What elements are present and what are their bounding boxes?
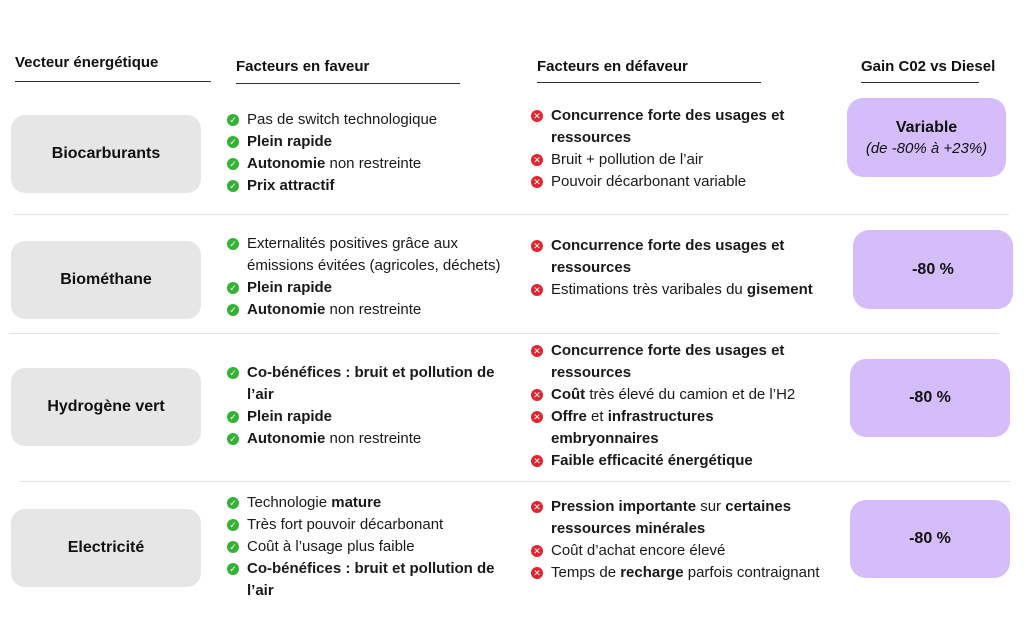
item-text: Bruit + pollution de l’air: [551, 151, 704, 168]
con-item: [531, 406, 821, 450]
item-text: Technologie: [247, 494, 332, 511]
pro-item: [227, 277, 527, 299]
pro-item: [227, 153, 517, 175]
vector-box-biocarburants: [11, 115, 201, 193]
cross-circle-icon: ✕: [531, 110, 543, 122]
con-item: [531, 450, 821, 472]
gain-value: -80 %: [912, 260, 954, 278]
con-item: [531, 171, 821, 193]
item-text: Concurrence forte des usages et ressources: [551, 342, 785, 381]
vector-label: Biométhane: [60, 271, 152, 288]
cross-circle-icon: ✕: [531, 176, 543, 188]
check-circle-icon: ✓: [227, 238, 239, 250]
check-circle-icon: ✓: [227, 497, 239, 509]
con-item: [531, 384, 821, 406]
item-text: infrastructures embryonnaires: [551, 408, 714, 447]
vector-label: Hydrogène vert: [47, 398, 165, 415]
item-text: Estimations très varibales du: [551, 281, 747, 298]
check-circle-icon: ✓: [227, 519, 239, 531]
pros-list-hydrogene-vert: [227, 362, 517, 450]
check-circle-icon: ✓: [227, 136, 239, 148]
cross-circle-icon: ✕: [531, 567, 543, 579]
row-separator: [9, 333, 999, 334]
check-circle-icon: ✓: [227, 282, 239, 294]
item-text: Pas de switch technologique: [247, 111, 438, 128]
con-item: [531, 340, 821, 384]
check-circle-icon: ✓: [227, 114, 239, 126]
item-text: très élevé du camion et de l’H2: [585, 386, 796, 403]
cross-circle-icon: ✕: [531, 411, 543, 423]
cross-circle-icon: ✕: [531, 240, 543, 252]
con-item: [531, 540, 846, 562]
vector-label: Biocarburants: [51, 145, 161, 162]
item-text: Plein rapide: [247, 408, 333, 425]
pro-item: [227, 492, 517, 514]
pro-item: [227, 514, 517, 536]
pros-list-biomethane: [227, 233, 527, 321]
check-circle-icon: ✓: [227, 367, 239, 379]
cons-list-electricite: [531, 496, 846, 584]
check-circle-icon: ✓: [227, 563, 239, 575]
pro-item: [227, 175, 517, 197]
pro-item: [227, 233, 527, 277]
pro-item: [227, 406, 517, 428]
cons-list-biocarburants: [531, 105, 821, 193]
item-text: Concurrence forte des usages et ressources: [551, 107, 785, 146]
item-text: Co-bénéfices : bruit et pollution de l’air: [247, 560, 495, 599]
pros-list-biocarburants: [227, 109, 517, 197]
item-text: Autonomie: [247, 430, 326, 447]
gain-value: -80 %: [909, 389, 951, 406]
con-item: [531, 149, 821, 171]
header-pro-underline: [236, 83, 460, 84]
header-vector: [15, 54, 158, 71]
pro-item: [227, 536, 517, 558]
pro-item: [227, 299, 527, 321]
item-text: Autonomie: [247, 155, 326, 172]
item-text: Très fort pouvoir décarbonant: [247, 516, 444, 533]
check-circle-icon: ✓: [227, 180, 239, 192]
check-circle-icon: ✓: [227, 411, 239, 423]
header-pro: [236, 58, 369, 75]
vector-box-hydrogene-vert: [11, 368, 201, 446]
row-separator: [14, 214, 1009, 215]
item-text: recharge: [620, 564, 684, 581]
con-item: [531, 105, 821, 149]
cross-circle-icon: ✕: [531, 345, 543, 357]
check-circle-icon: ✓: [227, 433, 239, 445]
item-text: Co-bénéfices : bruit et pollution de l’air: [247, 364, 495, 403]
item-text: certaines ressources minérales: [551, 498, 792, 537]
vector-box-biomethane: [11, 241, 201, 319]
header-pro-label: Facteurs en faveur: [236, 58, 370, 75]
header-gain-underline: [861, 82, 979, 83]
con-item: [531, 562, 846, 584]
cross-circle-icon: ✕: [531, 545, 543, 557]
header-con: [537, 58, 688, 75]
cross-circle-icon: ✕: [531, 455, 543, 467]
item-text: non restreinte: [325, 430, 422, 447]
item-text: Externalités positives grâce aux émissions évitées (agricoles, déchets): [247, 235, 501, 274]
gain-box-biocarburants: [847, 98, 1006, 177]
item-text: mature: [331, 494, 382, 511]
item-text: Plein rapide: [247, 133, 333, 150]
check-circle-icon: ✓: [227, 158, 239, 170]
item-text: Faible efficacité énergétique: [551, 452, 753, 469]
item-text: Pouvoir décarbonant variable: [551, 173, 747, 190]
item-text: Prix attractif: [247, 177, 335, 194]
item-text: et: [586, 408, 608, 425]
item-text: Autonomie: [247, 301, 326, 318]
header-gain-label: Gain C02 vs Diesel: [861, 58, 996, 75]
vector-label: Electricité: [67, 539, 145, 556]
gain-box-hydrogene-vert: [850, 359, 1010, 437]
item-text: Concurrence forte des usages et ressources: [551, 237, 785, 276]
pro-item: [227, 558, 517, 602]
item-text: gisement: [746, 281, 813, 298]
cons-list-biomethane: [531, 235, 841, 301]
cross-circle-icon: ✕: [531, 501, 543, 513]
item-text: sur: [696, 498, 726, 515]
cross-circle-icon: ✕: [531, 154, 543, 166]
cons-list-hydrogene-vert: [531, 340, 821, 472]
gain-box-electricite: [850, 500, 1010, 578]
pro-item: [227, 428, 517, 450]
header-con-label: Facteurs en défaveur: [537, 58, 688, 75]
check-circle-icon: ✓: [227, 304, 239, 316]
con-item: [531, 496, 846, 540]
vector-box-electricite: [11, 509, 201, 587]
header-vector-underline: [15, 81, 211, 82]
item-text: non restreinte: [325, 155, 422, 172]
pro-item: [227, 362, 517, 406]
gain-range: (de -80% à +23%): [865, 139, 988, 157]
gain-value: -80 %: [909, 530, 951, 547]
item-text: Offre: [551, 408, 587, 425]
pro-item: [227, 109, 517, 131]
item-text: Temps de: [551, 564, 621, 581]
gain-value: Variable: [895, 118, 958, 136]
pros-list-electricite: [227, 492, 517, 602]
cross-circle-icon: ✕: [531, 284, 543, 296]
item-text: non restreinte: [325, 301, 422, 318]
header-vector-label: Vecteur énergétique: [15, 54, 159, 71]
item-text: parfois contraignant: [683, 564, 820, 581]
check-circle-icon: ✓: [227, 541, 239, 553]
item-text: Pression importante: [551, 498, 697, 515]
item-text: Coût d’achat encore élevé: [551, 542, 726, 559]
header-gain: [861, 58, 995, 75]
item-text: Coût: [551, 386, 586, 403]
con-item: [531, 279, 841, 301]
cross-circle-icon: ✕: [531, 389, 543, 401]
item-text: Coût à l’usage plus faible: [247, 538, 415, 555]
header-con-underline: [537, 82, 761, 83]
row-separator: [20, 481, 1010, 482]
gain-box-biomethane: [853, 230, 1013, 309]
pro-item: [227, 131, 517, 153]
con-item: [531, 235, 841, 279]
item-text: Plein rapide: [247, 279, 333, 296]
